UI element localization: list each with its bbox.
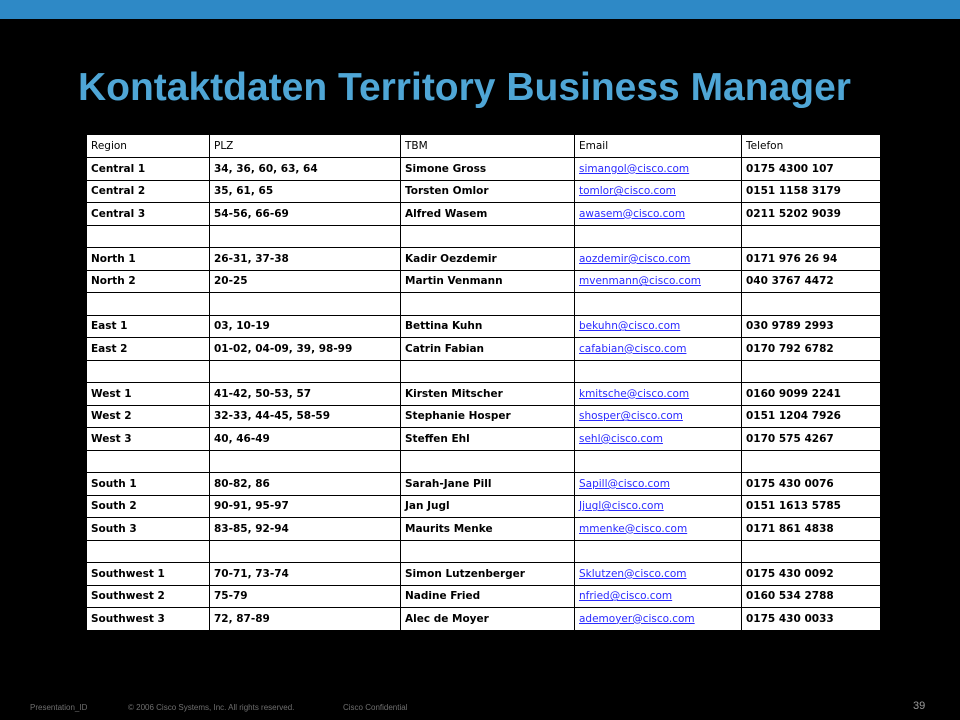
cell-plz: 32-33, 44-45, 58-59 <box>210 405 401 428</box>
cell-plz <box>210 225 401 248</box>
column-header-plz: PLZ <box>210 135 401 158</box>
cell-tbm: Jan Jugl <box>401 495 575 518</box>
cell-tbm <box>401 360 575 383</box>
contact-table <box>86 134 881 631</box>
cell-region: East 2 <box>87 338 210 361</box>
table-row <box>87 563 881 586</box>
cell-plz: 75-79 <box>210 585 401 608</box>
table-row <box>87 585 881 608</box>
cell-region: Central 2 <box>87 180 210 203</box>
email-link[interactable]: Jjugl@cisco.com <box>575 495 742 518</box>
table-row <box>87 428 881 451</box>
cell-telefon <box>742 360 881 383</box>
cell-region: West 2 <box>87 405 210 428</box>
table-row <box>87 608 881 631</box>
cell-tbm: Catrin Fabian <box>401 338 575 361</box>
cell-telefon <box>742 293 881 316</box>
cell-plz: 01-02, 04-09, 39, 98-99 <box>210 338 401 361</box>
table-header-row <box>87 135 881 158</box>
table-spacer-row <box>87 540 881 563</box>
cell-plz <box>210 293 401 316</box>
cell-tbm: Stephanie Hosper <box>401 405 575 428</box>
cell-plz: 26-31, 37-38 <box>210 248 401 271</box>
column-header-email: Email <box>575 135 742 158</box>
cell-tbm: Simon Lutzenberger <box>401 563 575 586</box>
email-link[interactable]: bekuhn@cisco.com <box>575 315 742 338</box>
table-row <box>87 338 881 361</box>
cell-plz <box>210 450 401 473</box>
email-link[interactable]: tomlor@cisco.com <box>575 180 742 203</box>
footer-presentation-id: Presentation_ID <box>30 703 88 712</box>
table-spacer-row <box>87 225 881 248</box>
email-link[interactable]: mmenke@cisco.com <box>575 518 742 541</box>
cell-telefon: 030 9789 2993 <box>742 315 881 338</box>
cell-region: South 1 <box>87 473 210 496</box>
cell-region: Central 3 <box>87 203 210 226</box>
email-link[interactable]: nfried@cisco.com <box>575 585 742 608</box>
cell-region: West 3 <box>87 428 210 451</box>
cell-telefon: 0170 792 6782 <box>742 338 881 361</box>
cell-region: Southwest 1 <box>87 563 210 586</box>
cell-tbm: Steffen Ehl <box>401 428 575 451</box>
cell-email <box>575 540 742 563</box>
cell-region <box>87 540 210 563</box>
cell-plz: 90-91, 95-97 <box>210 495 401 518</box>
column-header-telefon: Telefon <box>742 135 881 158</box>
table-row <box>87 203 881 226</box>
email-link[interactable]: sehl@cisco.com <box>575 428 742 451</box>
cell-telefon: 0151 1204 7926 <box>742 405 881 428</box>
cell-email <box>575 450 742 473</box>
footer-confidential: Cisco Confidential <box>343 703 408 712</box>
cell-plz: 72, 87-89 <box>210 608 401 631</box>
cell-region: Southwest 2 <box>87 585 210 608</box>
cell-telefon: 0175 430 0076 <box>742 473 881 496</box>
cell-tbm: Martin Venmann <box>401 270 575 293</box>
cell-tbm: Maurits Menke <box>401 518 575 541</box>
cell-region: South 3 <box>87 518 210 541</box>
cell-plz: 20-25 <box>210 270 401 293</box>
column-header-tbm: TBM <box>401 135 575 158</box>
email-link[interactable]: cafabian@cisco.com <box>575 338 742 361</box>
email-link[interactable]: Sapill@cisco.com <box>575 473 742 496</box>
cell-plz <box>210 540 401 563</box>
cell-telefon: 0160 534 2788 <box>742 585 881 608</box>
email-link[interactable]: Sklutzen@cisco.com <box>575 563 742 586</box>
table-spacer-row <box>87 450 881 473</box>
cell-email <box>575 293 742 316</box>
cell-plz: 41-42, 50-53, 57 <box>210 383 401 406</box>
cell-region: North 1 <box>87 248 210 271</box>
cell-tbm: Torsten Omlor <box>401 180 575 203</box>
cell-telefon: 0175 430 0033 <box>742 608 881 631</box>
cell-telefon: 0171 976 26 94 <box>742 248 881 271</box>
footer-copyright: © 2006 Cisco Systems, Inc. All rights reserved. <box>128 703 295 712</box>
email-link[interactable]: kmitsche@cisco.com <box>575 383 742 406</box>
cell-tbm: Simone Gross <box>401 158 575 181</box>
cell-tbm: Alfred Wasem <box>401 203 575 226</box>
cell-region: Central 1 <box>87 158 210 181</box>
cell-plz: 54-56, 66-69 <box>210 203 401 226</box>
email-link[interactable]: shosper@cisco.com <box>575 405 742 428</box>
cell-telefon <box>742 540 881 563</box>
cell-tbm: Alec de Moyer <box>401 608 575 631</box>
table-spacer-row <box>87 293 881 316</box>
top-accent-bar <box>0 0 960 19</box>
email-link[interactable]: aozdemir@cisco.com <box>575 248 742 271</box>
email-link[interactable]: mvenmann@cisco.com <box>575 270 742 293</box>
page-number: 39 <box>913 700 926 712</box>
cell-telefon: 0170 575 4267 <box>742 428 881 451</box>
column-header-region: Region <box>87 135 210 158</box>
cell-email <box>575 225 742 248</box>
table-row <box>87 270 881 293</box>
cell-region: East 1 <box>87 315 210 338</box>
cell-telefon: 0151 1158 3179 <box>742 180 881 203</box>
table-row <box>87 405 881 428</box>
email-link[interactable]: awasem@cisco.com <box>575 203 742 226</box>
cell-plz: 35, 61, 65 <box>210 180 401 203</box>
cell-tbm <box>401 293 575 316</box>
cell-region <box>87 293 210 316</box>
cell-region <box>87 360 210 383</box>
table-row <box>87 518 881 541</box>
cell-plz: 70-71, 73-74 <box>210 563 401 586</box>
table-row <box>87 473 881 496</box>
cell-telefon <box>742 450 881 473</box>
cell-tbm: Kirsten Mitscher <box>401 383 575 406</box>
table-spacer-row <box>87 360 881 383</box>
cell-plz: 40, 46-49 <box>210 428 401 451</box>
table-row <box>87 315 881 338</box>
cell-email <box>575 360 742 383</box>
cell-tbm: Kadir Oezdemir <box>401 248 575 271</box>
cell-tbm <box>401 450 575 473</box>
cell-telefon: 0211 5202 9039 <box>742 203 881 226</box>
cell-telefon: 0151 1613 5785 <box>742 495 881 518</box>
table-row <box>87 158 881 181</box>
cell-telefon <box>742 225 881 248</box>
cell-plz: 03, 10-19 <box>210 315 401 338</box>
table-row <box>87 383 881 406</box>
email-link[interactable]: simangol@cisco.com <box>575 158 742 181</box>
cell-plz <box>210 360 401 383</box>
cell-region: West 1 <box>87 383 210 406</box>
cell-region <box>87 450 210 473</box>
table-row <box>87 180 881 203</box>
cell-telefon: 0175 430 0092 <box>742 563 881 586</box>
cell-tbm: Sarah-Jane Pill <box>401 473 575 496</box>
cell-tbm <box>401 540 575 563</box>
cell-plz: 34, 36, 60, 63, 64 <box>210 158 401 181</box>
cell-plz: 80-82, 86 <box>210 473 401 496</box>
cell-telefon: 0175 4300 107 <box>742 158 881 181</box>
cell-telefon: 0171 861 4838 <box>742 518 881 541</box>
table-row <box>87 248 881 271</box>
slide-title: Kontaktdaten Territory Business Manager <box>78 66 851 109</box>
email-link[interactable]: ademoyer@cisco.com <box>575 608 742 631</box>
cell-tbm <box>401 225 575 248</box>
cell-tbm: Bettina Kuhn <box>401 315 575 338</box>
cell-region: South 2 <box>87 495 210 518</box>
cell-telefon: 040 3767 4472 <box>742 270 881 293</box>
cell-region: Southwest 3 <box>87 608 210 631</box>
cell-region <box>87 225 210 248</box>
cell-region: North 2 <box>87 270 210 293</box>
cell-telefon: 0160 9099 2241 <box>742 383 881 406</box>
table-row <box>87 495 881 518</box>
cell-tbm: Nadine Fried <box>401 585 575 608</box>
cell-plz: 83-85, 92-94 <box>210 518 401 541</box>
